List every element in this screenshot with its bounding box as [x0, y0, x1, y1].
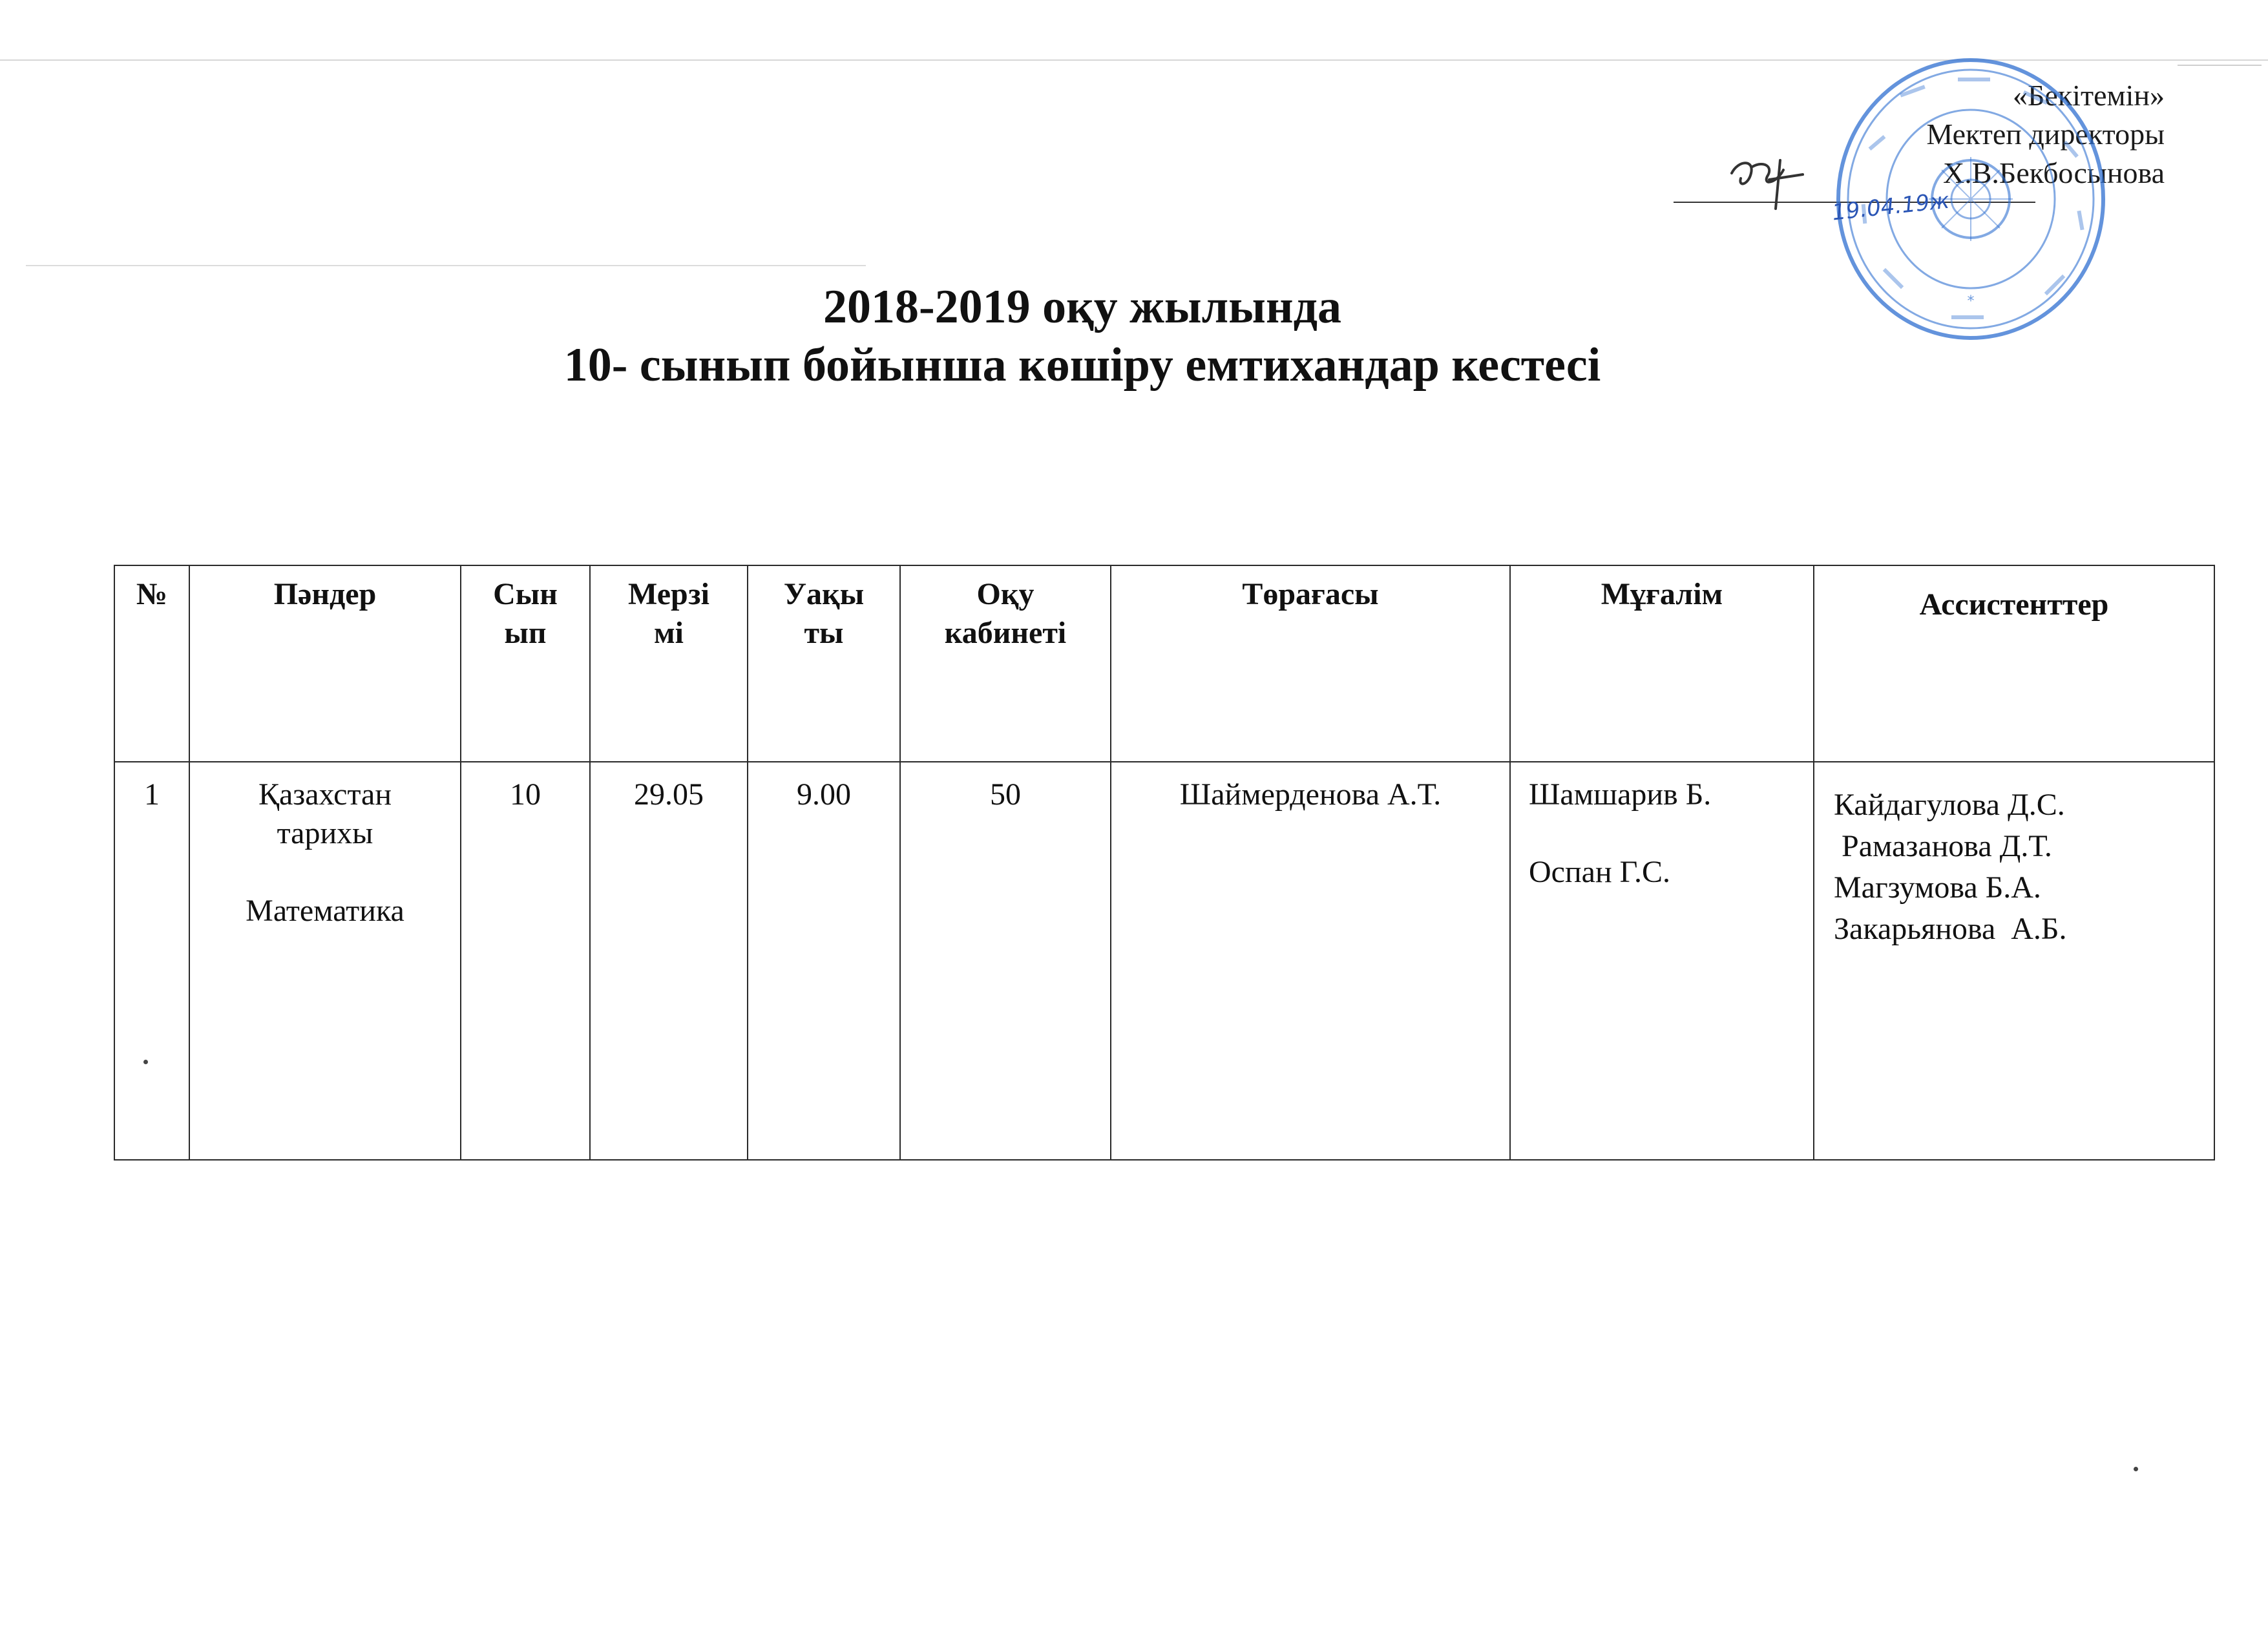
director-signature — [1719, 147, 1809, 218]
scan-speck — [2134, 1467, 2138, 1471]
header-date: Мерзі мі — [590, 565, 748, 762]
header-subjects: Пәндер — [189, 565, 461, 762]
scan-artifact-line — [2178, 65, 2262, 66]
scan-speck — [143, 1060, 148, 1064]
cell-teacher: Шамшарив Б. Оспан Г.С. — [1510, 762, 1814, 1160]
document-title: 2018-2019 оқу жылында — [823, 280, 1342, 333]
header-time: Уақы ты — [748, 565, 900, 762]
cell-room: 50 — [900, 762, 1111, 1160]
approval-heading: «Бекітемін» — [2013, 79, 2165, 112]
cell-assistants: Кайдагулова Д.С. Рамазанова Д.Т. Магзумова Б.А. Закарьянова А.Б. — [1814, 762, 2214, 1160]
cell-number: 1 — [114, 762, 189, 1160]
exam-schedule-table — [114, 565, 2215, 1161]
seal-date: 19.04.19ж — [1831, 187, 1951, 226]
document-subtitle: 10- сынып бойынша көшіру емтихандар кестесі — [563, 339, 1601, 392]
cell-date: 29.05 — [590, 762, 748, 1160]
cell-time: 9.00 — [748, 762, 900, 1160]
cell-chair: Шаймерденова А.Т. — [1111, 762, 1510, 1160]
header-chair: Төрағасы — [1111, 565, 1510, 762]
svg-text:*: * — [1967, 293, 1975, 310]
cell-subjects: Қазахстан тарихы Математика — [189, 762, 461, 1160]
header-number: № — [114, 565, 189, 762]
cell-class: 10 — [461, 762, 590, 1160]
header-room: Оқу кабинеті — [900, 565, 1111, 762]
header-teacher: Мұғалім — [1510, 565, 1814, 762]
approval-director-name: Х.В.Бекбосынова — [1943, 156, 2165, 189]
header-assistants: Ассистенттер — [1814, 565, 2214, 762]
scan-artifact-line — [26, 265, 866, 266]
table-header-row — [114, 565, 2214, 762]
header-class: Сын ып — [461, 565, 590, 762]
approval-position: Мектеп директоры — [1926, 118, 2165, 151]
table-row — [114, 762, 2214, 1160]
